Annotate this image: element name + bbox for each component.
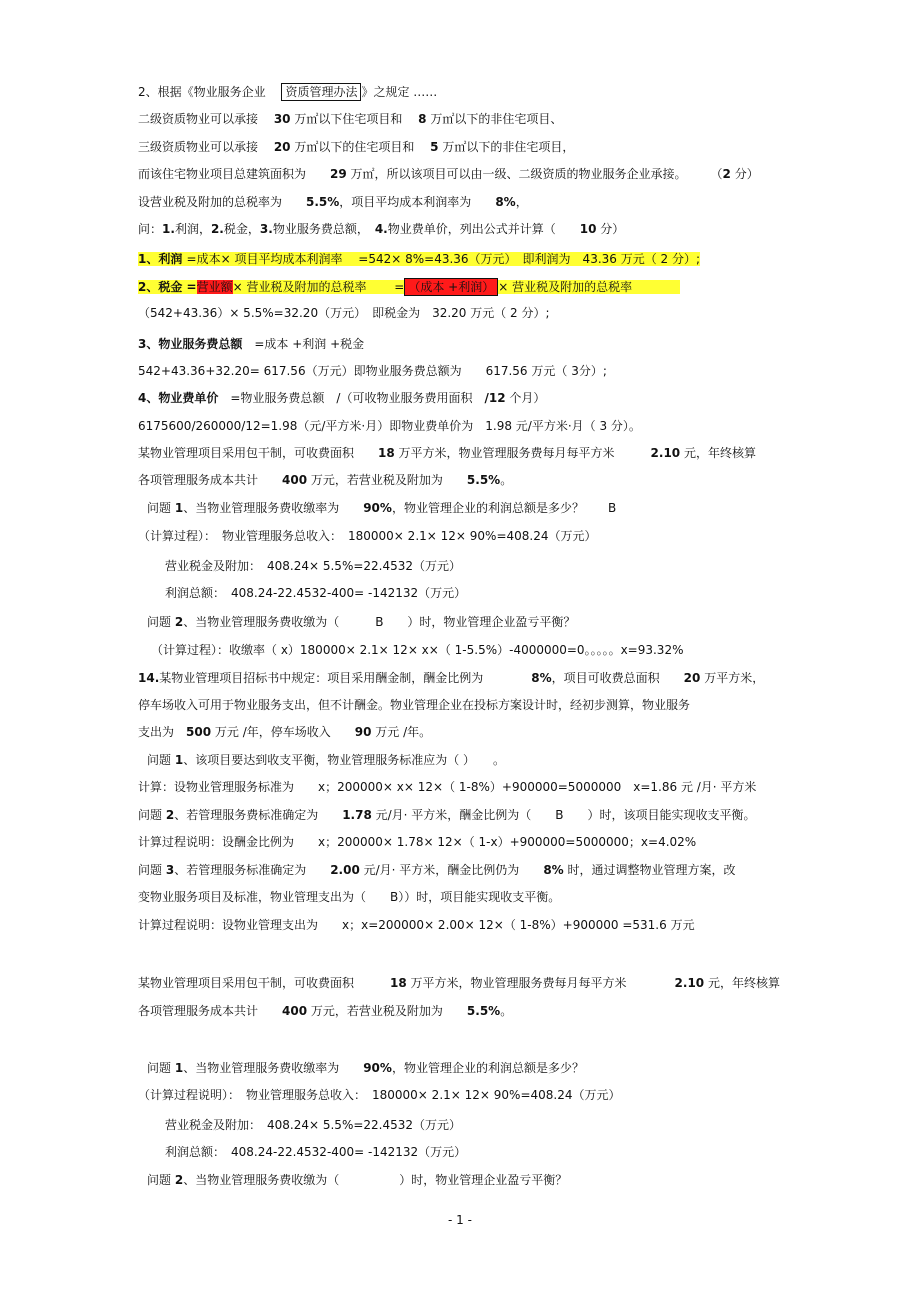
- text-segment: 二级资质物业可以承接: [138, 112, 274, 126]
- text-segment: 500: [186, 725, 212, 739]
- text-segment: 停车场收入可用于物业服务支出，但不计酬金。物业管理企业在投标方案设计时，经初步测算，物业服务: [138, 698, 691, 712]
- text-segment: 元/月· 平方米，酬金比例为（ B ）时，该项目能实现收支平衡。: [371, 808, 756, 822]
- text-line: [147, 752, 505, 768]
- text-segment: （542+43.36）× 5.5%=32.20（万元） 即税金为 32.20 万元（ 2 分）;: [138, 306, 550, 320]
- text-line: [147, 500, 616, 516]
- text-segment: 某物业管理项目采用包干制，可收费面积: [138, 446, 379, 460]
- text-segment: ，物业管理企业的利润总额是多少？: [391, 1061, 584, 1075]
- text-segment: =成本 +利润 +税金: [254, 337, 365, 351]
- text-segment: 各项管理服务成本共计: [138, 1004, 283, 1018]
- text-line: [138, 670, 764, 686]
- text-segment: 万㎡以下住宅项目和: [290, 112, 419, 126]
- text-segment: =成本× 项目平均成本利润率: [186, 252, 359, 266]
- text-line: [138, 724, 431, 740]
- text-segment: 542+43.36+32.20= 617.56（万元）即物业服务费总额为 617.56 万元（ 3分）;: [138, 364, 607, 378]
- text-segment: （成本 +利润）: [404, 278, 498, 296]
- text-line: [138, 917, 695, 933]
- text-line: [138, 251, 700, 267]
- text-segment: =: [394, 280, 405, 294]
- text-line: [138, 139, 574, 155]
- text-segment: （计算过程）： 物业管理服务总收入： 180000× 2.1× 12× 90%=408.24（万元）: [138, 529, 597, 543]
- text-segment: 问题: [147, 501, 175, 515]
- text-line: [147, 614, 575, 630]
- text-segment: 1: [174, 1061, 184, 1075]
- text-segment: 元，年终核算: [704, 976, 780, 990]
- text-line: [138, 305, 550, 321]
- text-segment: 利润，: [174, 222, 211, 236]
- text-segment: 8%: [531, 671, 552, 685]
- text-segment: ，物业管理企业的利润总额是多少？ B: [391, 501, 617, 515]
- text-segment: 问题: [147, 753, 175, 767]
- text-segment: 6175600/260000/12=1.98（元/平方米·月）即物业费单价为 1.98 元/平方米·月（ 3 分）。: [138, 419, 641, 433]
- text-segment: 29: [330, 167, 347, 181]
- text-line: [138, 975, 780, 991]
- text-segment: 万㎡，所以该项目可以由一级、二级资质的物业服务企业承接。 （: [346, 167, 723, 181]
- text-segment: 2.10: [650, 446, 681, 460]
- text-line: [138, 1003, 512, 1019]
- text-segment: 物业费单价，列出公式并计算（: [387, 222, 580, 236]
- text-segment: 万㎡以下的住宅项目和: [290, 140, 431, 154]
- text-segment: 5.5%: [466, 473, 501, 487]
- text-segment: 2: [138, 85, 146, 99]
- text-segment: 、当物业管理服务费收缴为（ ）时，物业管理企业盈亏平衡？: [183, 1173, 568, 1187]
- text-segment: 问题: [147, 1173, 175, 1187]
- text-segment: 8%: [495, 195, 516, 209]
- text-line: [138, 472, 512, 488]
- text-segment: 4.: [374, 222, 388, 236]
- text-line: [138, 834, 696, 850]
- text-segment: 营业税金及附加： 408.24× 5.5%=22.4532（万元）: [165, 1118, 462, 1132]
- text-segment: 2.: [210, 222, 224, 236]
- text-segment: 问：: [138, 222, 163, 236]
- text-segment: 4、物业费单价: [138, 391, 231, 405]
- text-segment: 3: [165, 863, 175, 877]
- text-line: [138, 528, 597, 544]
- text-segment: 、当物业管理服务费收缴率为: [183, 501, 364, 515]
- text-segment: 三级资质物业可以承接: [138, 140, 274, 154]
- text-segment: ，项目平均成本利润率为: [339, 195, 496, 209]
- text-segment: 营业额: [196, 280, 233, 294]
- text-line: [147, 1060, 584, 1076]
- text-line: [138, 1087, 621, 1103]
- text-segment: × 营业税及附加的总税率: [232, 280, 395, 294]
- text-segment: ，: [515, 195, 528, 209]
- text-segment: 2.10: [674, 976, 705, 990]
- text-segment: 某物业管理项目招标书中规定：项目采用酬金制，酬金比例为: [159, 671, 532, 685]
- text-segment: 。: [500, 1004, 513, 1018]
- text-segment: 1.78: [342, 808, 372, 822]
- text-segment: 个月）: [505, 391, 546, 405]
- text-segment: 变物业服务项目及标准，物业管理支出为（ B））时，项目能实现收支平衡。: [138, 890, 561, 904]
- text-segment: 设营业税及附加的总税率为: [138, 195, 307, 209]
- text-segment: 计算过程说明：设酬金比例为 x；200000× 1.78× 12×（ 1-x）+900000=5000000；x=4.02%: [138, 835, 697, 849]
- text-segment: 万㎡以下的非住宅项目、: [426, 112, 563, 126]
- text-segment: 3、物业服务费总额: [138, 337, 255, 351]
- text-line: [138, 221, 624, 237]
- text-segment: 万平方米，物业管理服务费每月每平方米: [406, 976, 675, 990]
- text-segment: 营业税金及附加： 408.24× 5.5%=22.4532（万元）: [165, 559, 462, 573]
- text-segment: =542× 8%=43.36（万元） 即利润为 43.36 万元（ 2 分）;: [358, 252, 701, 266]
- text-segment: 400: [282, 1004, 308, 1018]
- text-line: [165, 1144, 466, 1160]
- text-segment: /12: [484, 391, 506, 405]
- text-line: [138, 194, 528, 210]
- text-segment: 2: [174, 615, 184, 629]
- text-segment: 3.: [259, 222, 273, 236]
- text-segment: 各项管理服务成本共计: [138, 473, 283, 487]
- text-segment: 、若管理服务费标准确定为: [174, 808, 343, 822]
- text-segment: 万元，若营业税及附加为: [307, 473, 467, 487]
- text-segment: 问题: [147, 1061, 175, 1075]
- text-segment: 400: [282, 473, 308, 487]
- page-number: - 1 -: [448, 1213, 472, 1227]
- text-segment: 分）: [730, 167, 759, 181]
- text-line: [138, 390, 545, 406]
- text-line: [138, 363, 607, 379]
- text-segment: 万㎡以下的非住宅项目，: [438, 140, 575, 154]
- text-segment: 1、利润: [138, 252, 187, 266]
- text-segment: 、该项目要达到收支平衡，物业管理服务标准应为（ ） 。: [183, 753, 506, 767]
- text-segment: 5.5%: [466, 1004, 501, 1018]
- text-segment: 分）: [596, 222, 625, 236]
- text-segment: 时，通过调整物业管理方案，改: [563, 863, 736, 877]
- text-segment: 某物业管理项目采用包干制，可收费面积: [138, 976, 391, 990]
- text-segment: 万元 /年。: [371, 725, 432, 739]
- text-segment: 90%: [363, 501, 392, 515]
- text-line: [138, 889, 560, 905]
- text-segment: 2、税金 =: [138, 280, 197, 294]
- text-line: [138, 697, 690, 713]
- text-segment: 、若管理服务标准确定为: [174, 863, 331, 877]
- text-line: [138, 862, 736, 878]
- text-segment: 问题: [138, 863, 166, 877]
- text-segment: 10: [579, 222, 597, 236]
- text-segment: 税金，: [223, 222, 260, 236]
- text-segment: 5: [430, 140, 439, 154]
- text-line: [165, 1117, 461, 1133]
- text-segment: 2: [722, 167, 731, 181]
- text-segment: 8: [418, 112, 427, 126]
- text-line: [138, 418, 641, 434]
- text-segment: 问题: [138, 808, 166, 822]
- text-segment: 万元 /年，停车场收入: [211, 725, 355, 739]
- text-line: [138, 84, 437, 100]
- text-segment: 元/月· 平方米，酬金比例仍为: [359, 863, 544, 877]
- text-segment: 1.: [162, 222, 175, 236]
- text-segment: 。: [500, 473, 513, 487]
- text-line: [138, 807, 756, 823]
- text-segment: 30: [273, 112, 291, 126]
- text-segment: 20: [273, 140, 291, 154]
- text-line: [165, 558, 461, 574]
- text-line: [138, 779, 756, 795]
- text-segment: 18: [378, 446, 395, 460]
- text-line: [151, 642, 683, 658]
- text-segment: 90: [354, 725, 372, 739]
- text-line: [147, 1172, 567, 1188]
- text-segment: 物业服务费总额，: [272, 222, 375, 236]
- text-segment: 18: [390, 976, 407, 990]
- text-segment: 资质管理办法: [281, 83, 361, 101]
- text-segment: 万元，若营业税及附加为: [307, 1004, 467, 1018]
- text-segment: 、根据《物业服务企业: [145, 85, 282, 99]
- text-segment: 1: [174, 501, 184, 515]
- text-segment: （计算过程）：收缴率（ x）180000× 2.1× 12× x×（ 1-5.5%）-4000000=0。。。。。x=93.32%: [151, 643, 684, 657]
- text-segment: =物业服务费总额 /（可收物业服务费用面积: [230, 391, 485, 405]
- text-segment: 利润总额： 408.24-22.4532-400= -142132（万元）: [165, 586, 467, 600]
- text-segment: 20: [683, 671, 701, 685]
- text-segment: 2.00: [330, 863, 360, 877]
- text-segment: 万平方米，物业管理服务费每月每平方米: [394, 446, 651, 460]
- text-segment: 问题: [147, 615, 175, 629]
- text-segment: 、当物业管理服务费收缴率为: [183, 1061, 364, 1075]
- text-segment: 支出为: [138, 725, 187, 739]
- text-segment: × 营业税及附加的总税率: [498, 280, 681, 294]
- text-segment: 14.: [138, 671, 160, 685]
- text-line: [138, 336, 364, 352]
- text-segment: 而该住宅物业项目总建筑面积为: [138, 167, 331, 181]
- text-segment: 1: [174, 753, 184, 767]
- text-segment: 利润总额： 408.24-22.4532-400= -142132（万元）: [165, 1145, 467, 1159]
- text-segment: 2: [174, 1173, 184, 1187]
- text-segment: 2: [165, 808, 175, 822]
- text-segment: ，项目可收费总面积: [551, 671, 684, 685]
- text-segment: 5.5%: [306, 195, 340, 209]
- text-segment: 计算过程说明：设物业管理支出为 x；x=200000× 2.00× 12×（ 1-8%）+900000 =531.6 万元: [138, 918, 695, 932]
- text-segment: 8%: [543, 863, 564, 877]
- text-line: [138, 279, 680, 295]
- text-segment: 元，年终核算: [680, 446, 756, 460]
- text-segment: 、当物业管理服务费收缴为（ B ）时，物业管理企业盈亏平衡？: [183, 615, 576, 629]
- text-line: [138, 166, 759, 182]
- text-segment: 万平方米，: [700, 671, 765, 685]
- text-line: [165, 585, 466, 601]
- text-line: [138, 445, 756, 461]
- text-line: [138, 111, 562, 127]
- text-segment: 90%: [363, 1061, 392, 1075]
- text-segment: 》之规定 ……: [361, 85, 438, 99]
- text-segment: （计算过程说明）： 物业管理服务总收入： 180000× 2.1× 12× 90%=408.24（万元）: [138, 1088, 621, 1102]
- text-segment: 计算：设物业管理服务标准为 x；200000× x× 12×（ 1-8%）+900000=5000000 x=1.86 元 /月· 平方米: [138, 780, 757, 794]
